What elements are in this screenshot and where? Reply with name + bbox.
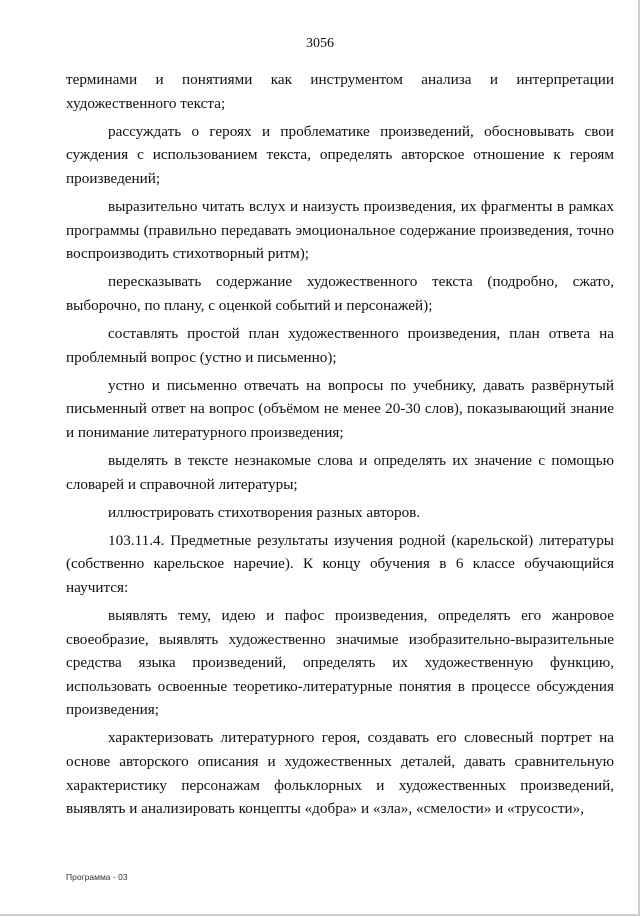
paragraph-6: устно и письменно отвечать на вопросы по учебнику, давать развёрнутый письменный ответ на вопрос (объёмом не менее 20-30 слов), показывающий знание и понимание литературного произведения; (66, 376, 614, 441)
paragraph-4: пересказывать содержание художественного текста (подробно, сжато, выборочно, по плану, с оценкой событий и персонажей); (66, 273, 614, 314)
paragraph-7: выделять в тексте незнакомые слова и определять их значение с помощью словарей и справочной литературы; (66, 451, 614, 493)
paragraph-2: рассуждать о героях и проблематике произведений, обосновывать свои суждения с использованием текста, определять авторское отношение к героям произведений; (66, 122, 614, 187)
paragraph-3: выразительно читать вслух и наизусть произведения, их фрагменты в рамках программы (правильно передавать эмоциональное содержание произведения, точно воспроизводить стихотворный ритм); (66, 197, 614, 263)
paragraph-8: иллюстрировать стихотворения разных авторов. (108, 503, 421, 521)
paragraph-9: 103.11.4. Предметные результаты изучения родной (карельской) литературы (собственно карельское наречие). К концу обучения в 6 классе обучающийся научится: (66, 531, 614, 596)
document-body (66, 68, 614, 825)
paragraph-1: терминами и понятиями как инструментом анализа и интерпретации художественного текста; (66, 71, 614, 112)
paragraph-5: составлять простой план художественного произведения, план ответа на проблемный вопрос (устно и письменно); (66, 324, 614, 366)
page-number: 3056 (306, 36, 334, 51)
page-footer: Программа - 03 (66, 872, 128, 882)
paragraph-11: характеризовать литературного героя, создавать его словесный портрет на основе авторского описания и художественных деталей, давать сравнительную характеристику персонажам фольклорных и художественных произведений, выявлять и анализировать концепты «добра» и «зла», «смелости» и «трусости», (66, 729, 614, 818)
paragraph-10: выявлять тему, идею и пафос произведения, определять его жанровое своеобразие, выявлять художественно значимые изобразительно-выразительные средства языка произведений, определять их художественную функцию, использовать освоенные теоретико-литературные понятия в процессе обсуждения произведения; (66, 606, 614, 719)
